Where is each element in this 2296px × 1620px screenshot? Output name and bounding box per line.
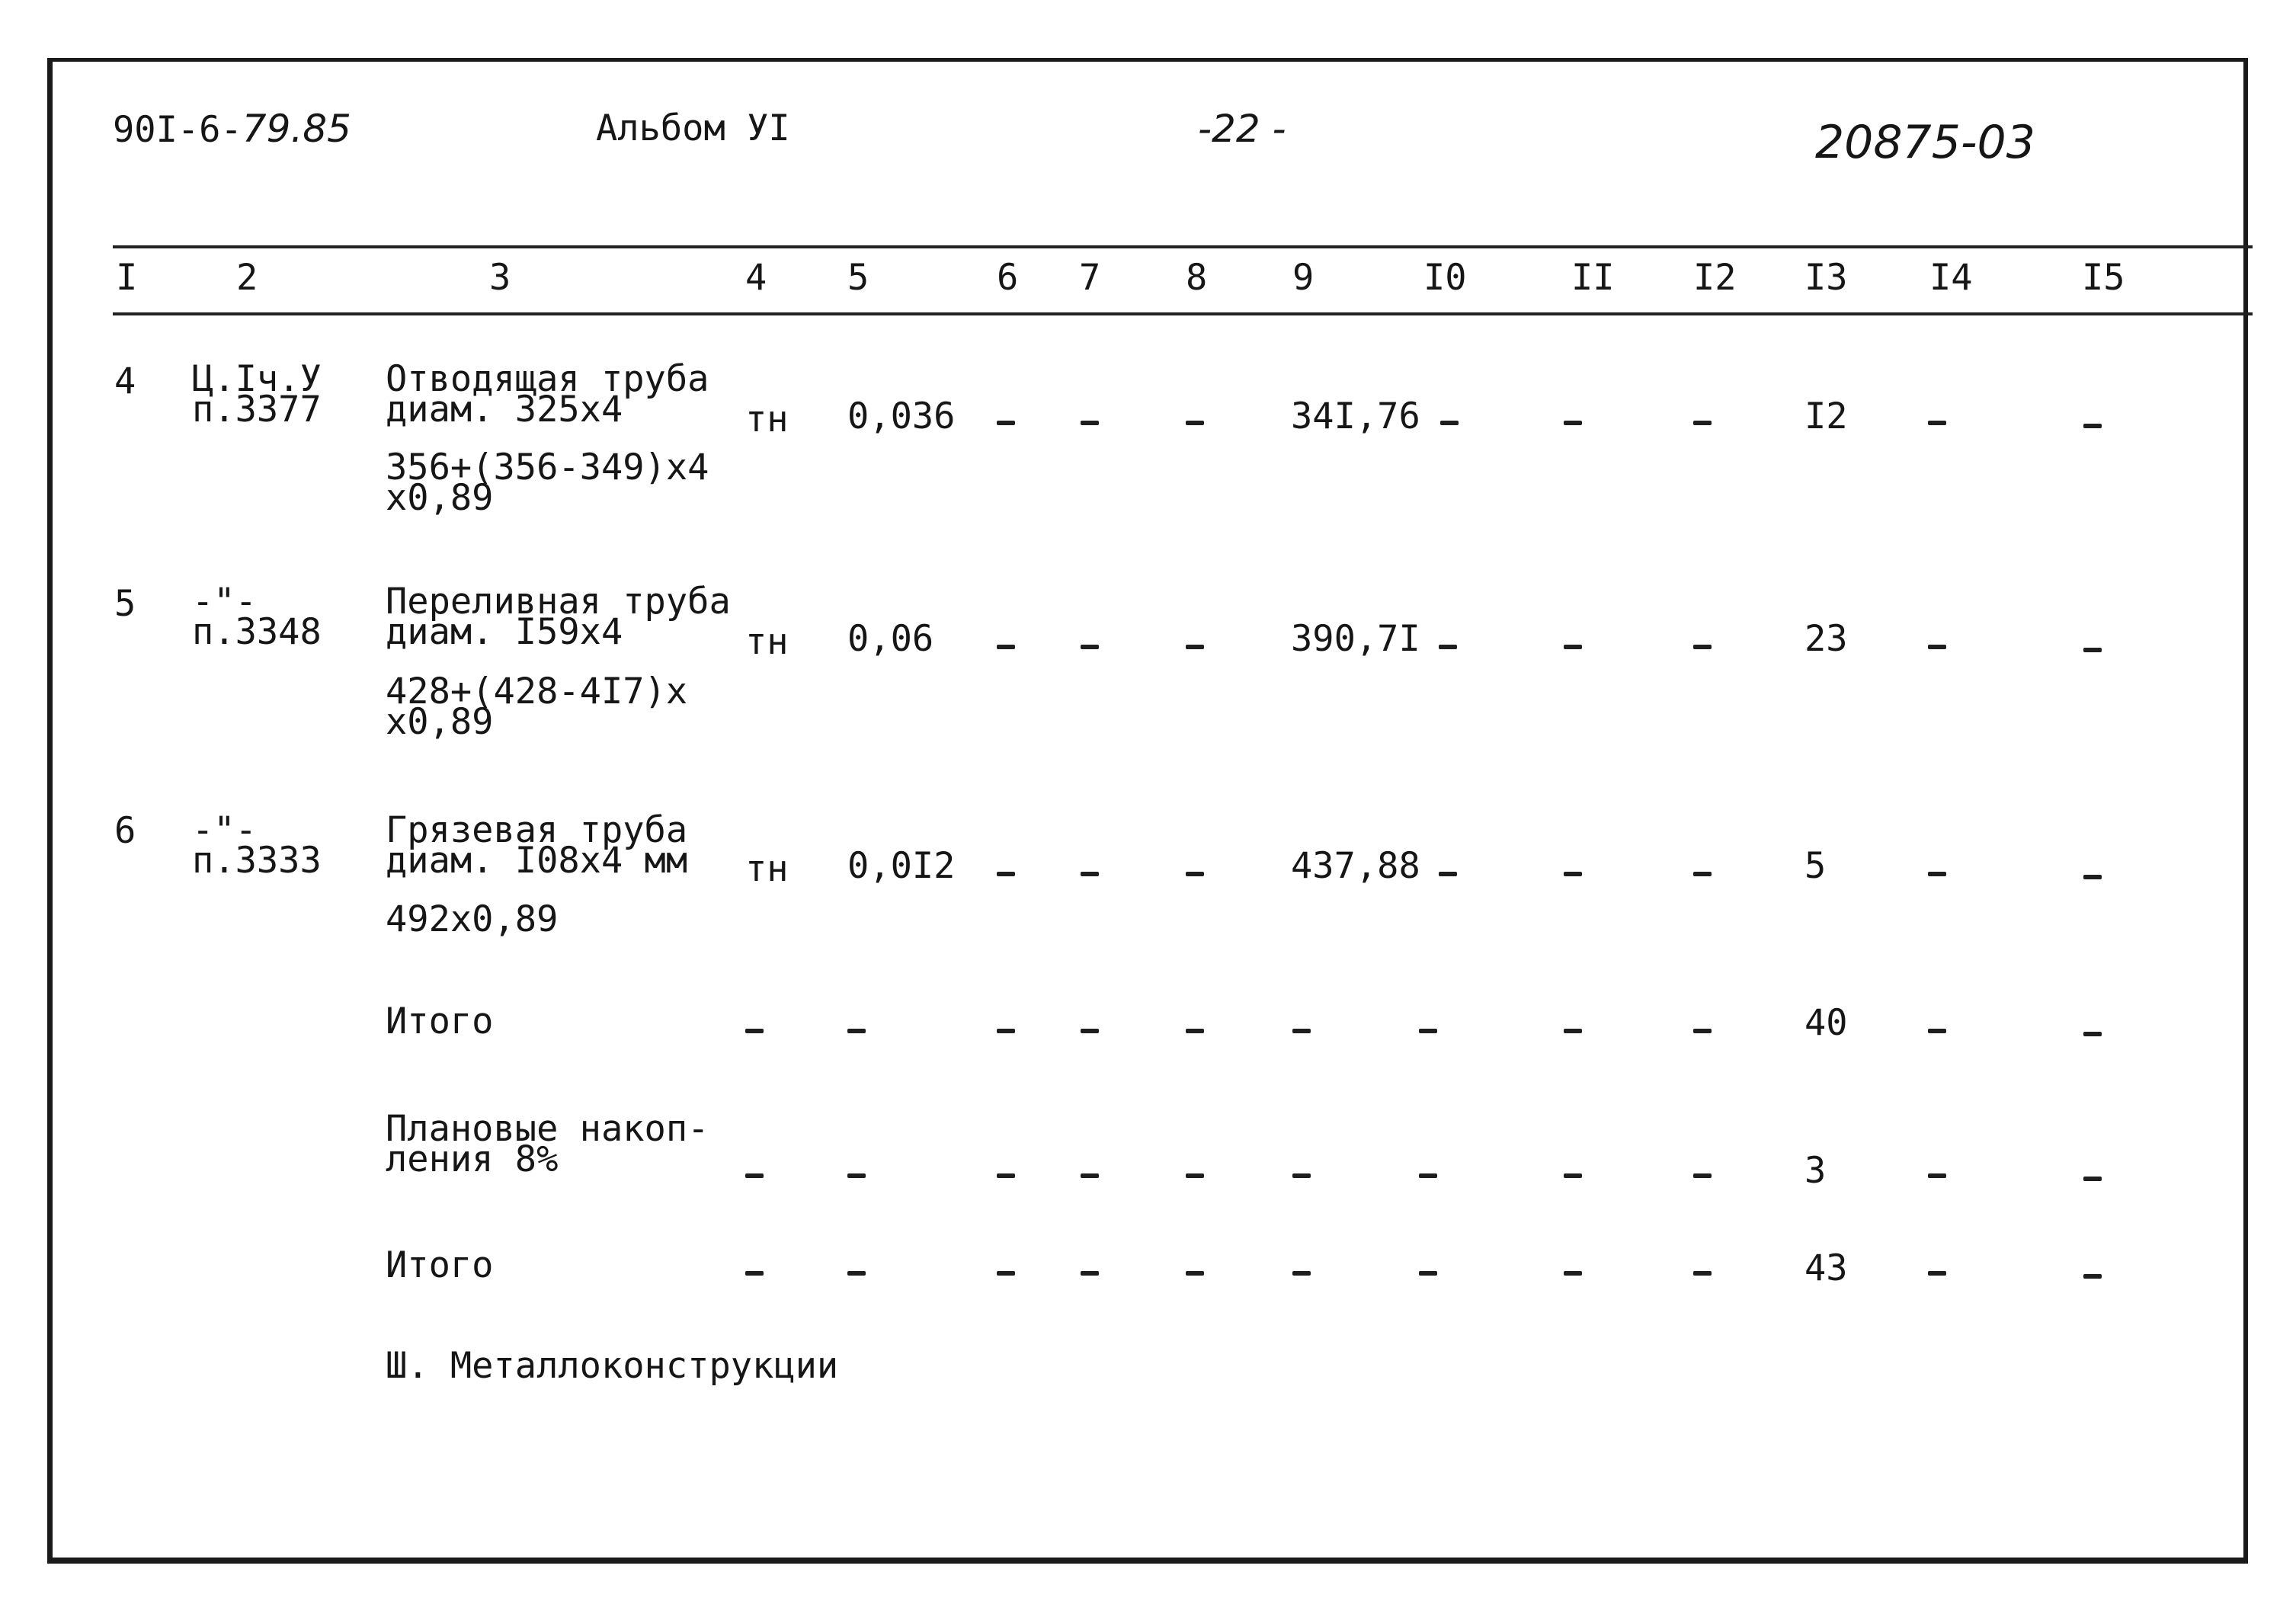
dash: [1564, 1271, 1582, 1276]
row-unit: тн: [745, 399, 789, 440]
dash: [997, 421, 1015, 425]
stamp-number: 20875-03: [1815, 116, 2035, 169]
dash: [1693, 421, 1712, 425]
column-header: 4: [745, 257, 767, 299]
dash: [1081, 421, 1099, 425]
dash: [1419, 1271, 1437, 1276]
column-header: I: [116, 257, 138, 299]
dash: [847, 1271, 866, 1276]
row-reference: Ц.Iч.У п.3377: [192, 358, 322, 431]
dash: [1081, 1029, 1099, 1033]
summary-label: Итого: [386, 1244, 494, 1286]
column-header: II: [1571, 257, 1615, 299]
column-header: I4: [1929, 257, 1973, 299]
row-calculation: 428+(428-4I7)х х0,89: [386, 671, 688, 743]
dash: [1693, 1173, 1712, 1178]
summary-col13: 43: [1804, 1247, 1848, 1289]
dash: [1186, 1029, 1204, 1033]
doc-code-handwritten: 79.85: [242, 107, 351, 151]
dash: [1693, 1271, 1712, 1276]
row-calculation: 492х0,89: [386, 898, 559, 940]
dash: [2083, 1177, 2102, 1181]
dash: [1081, 1173, 1099, 1178]
row-unit: тн: [745, 621, 789, 663]
column-header: 2: [236, 257, 258, 299]
row-quantity: 0,0I2: [847, 845, 956, 887]
dash: [1440, 421, 1459, 425]
dash: [2083, 1274, 2102, 1279]
column-header: I2: [1693, 257, 1737, 299]
summary-col13: 3: [1804, 1150, 1827, 1192]
dash: [2083, 1032, 2102, 1036]
column-header: I0: [1423, 257, 1467, 299]
album-label: Альбом УI: [596, 107, 790, 149]
dash: [1928, 872, 1946, 876]
dash: [1564, 421, 1582, 425]
summary-col13: 40: [1804, 1002, 1848, 1044]
dash: [1564, 1173, 1582, 1178]
dash: [1419, 1029, 1437, 1033]
row-quantity: 0,036: [847, 395, 956, 437]
dash: [1928, 1029, 1946, 1033]
row-quantity: 0,06: [847, 618, 934, 660]
row-description: Переливная труба диам. I59х4: [386, 581, 731, 653]
column-header: 7: [1079, 257, 1101, 299]
dash: [2083, 424, 2102, 428]
dash: [1928, 645, 1946, 649]
column-header: I5: [2082, 257, 2125, 299]
dash: [1564, 645, 1582, 649]
row-number: 6: [114, 810, 136, 852]
dash: [2083, 875, 2102, 879]
dash: [1081, 645, 1099, 649]
dash: [1693, 1029, 1712, 1033]
row-reference: -"- п.3333: [192, 809, 322, 882]
row-description: Грязевая труба диам. I08х4 мм: [386, 809, 688, 882]
header-rule-bottom: [113, 312, 2253, 315]
dash: [1292, 1029, 1311, 1033]
page-number: -22 -: [1198, 107, 1286, 151]
column-header: 6: [997, 257, 1019, 299]
dash: [1439, 645, 1457, 649]
dash: [1186, 421, 1204, 425]
dash: [1186, 872, 1204, 876]
row-price: 390,7I: [1291, 618, 1420, 660]
dash: [1186, 645, 1204, 649]
dash: [847, 1173, 866, 1178]
section-heading: Ш. Металлоконструкции: [386, 1345, 839, 1387]
dash: [1081, 1271, 1099, 1276]
row-col13: 5: [1804, 845, 1827, 887]
dash: [1186, 1173, 1204, 1178]
dash: [1928, 421, 1946, 425]
dash: [1928, 1173, 1946, 1178]
dash: [1564, 872, 1582, 876]
row-number: 5: [114, 583, 136, 625]
column-header: 3: [489, 257, 511, 299]
dash: [1081, 872, 1099, 876]
dash: [997, 1173, 1015, 1178]
row-price: 34I,76: [1291, 395, 1420, 437]
summary-label: Итого: [386, 1000, 494, 1042]
row-reference: -"- п.3348: [192, 581, 322, 653]
dash: [2083, 648, 2102, 652]
summary-label: Плановые накоп- ления 8%: [386, 1108, 709, 1180]
dash: [1439, 872, 1457, 876]
row-calculation: 356+(356-349)х4 х0,89: [386, 447, 709, 519]
column-header: I3: [1804, 257, 1848, 299]
dash: [1693, 872, 1712, 876]
dash: [847, 1029, 866, 1033]
dash: [1292, 1271, 1311, 1276]
row-description: Отводящая труба диам. 325х4: [386, 358, 709, 431]
doc-code: 90I-6-79.85: [113, 107, 351, 151]
dash: [745, 1029, 764, 1033]
dash: [997, 1029, 1015, 1033]
row-price: 437,88: [1291, 845, 1420, 887]
dash: [745, 1271, 764, 1276]
row-number: 4: [114, 360, 136, 402]
dash: [997, 1271, 1015, 1276]
dash: [745, 1173, 764, 1178]
dash: [1186, 1271, 1204, 1276]
dash: [1292, 1173, 1311, 1178]
dash: [1928, 1271, 1946, 1276]
row-col13: 23: [1804, 618, 1848, 660]
row-col13: I2: [1804, 395, 1848, 437]
dash: [997, 872, 1015, 876]
dash: [1564, 1029, 1582, 1033]
dash: [1419, 1173, 1437, 1178]
row-unit: тн: [745, 848, 789, 890]
header-rule-top: [113, 245, 2253, 248]
page-frame: [47, 58, 2248, 1564]
column-header: 8: [1186, 257, 1208, 299]
dash: [1693, 645, 1712, 649]
column-header: 5: [847, 257, 869, 299]
column-header: 9: [1292, 257, 1315, 299]
dash: [997, 645, 1015, 649]
